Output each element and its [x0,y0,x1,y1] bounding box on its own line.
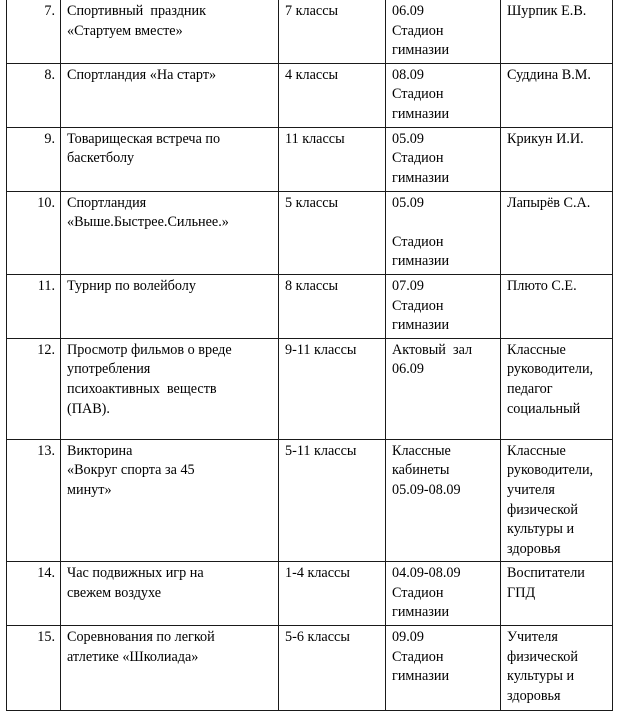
event-name-cell [61,0,279,63]
cell-line: 7. [44,3,55,19]
table-row [7,338,613,439]
grade-level-cell [279,63,386,127]
responsible-person-cell [501,439,613,562]
cell-line: социальный [507,400,581,417]
cell-line: Крикун И.И. [507,130,584,147]
cell-line: гимназии [392,253,450,270]
cell-line: 9-11 классы [285,341,357,358]
date-location-cell [386,127,501,191]
row-number-cell [7,274,61,338]
cell-line: Классные [507,442,566,459]
cell-line: употребления [67,361,151,378]
cell-line: Воспитатели [507,565,585,582]
cell-line: здоровья [507,687,561,704]
cell-line [392,213,495,233]
cell-line: Классные [507,341,566,358]
cell-line: 9. [44,130,55,147]
table-row [7,626,613,711]
date-location-cell [386,439,501,562]
event-name-cell [61,626,279,711]
cell-line: 4 классы [285,66,339,83]
grade-level-cell [279,338,386,439]
cell-line: «Стартуем вместе» [67,22,183,39]
cell-line: 15. [37,629,55,646]
cell-line: Суддина В.М. [507,66,591,83]
cell-line: Просмотр фильмов о вреде [67,341,232,358]
cell-line: Стадион [392,150,444,167]
grade-level-cell [279,626,386,711]
event-name-cell [61,338,279,439]
cell-line: 11 классы [285,130,345,147]
table-row [7,562,613,626]
cell-line: 5-11 классы [285,442,357,459]
cell-line: 8. [44,66,55,83]
cell-line: (ПАВ). [67,400,110,417]
responsible-person-cell [501,338,613,439]
cell-line: 07.09 [392,277,424,294]
responsible-person-cell [501,274,613,338]
cell-line: Стадион [392,86,444,103]
cell-line: 7 классы [285,3,339,19]
cell-line: руководители, [507,361,594,378]
cell-line: 10. [37,194,55,211]
cell-line: психоактивных веществ [67,380,217,397]
grade-level-cell [279,562,386,626]
cell-line: Спортландия [67,194,147,211]
cell-line: минут» [67,481,112,498]
cell-line: 06.09 [392,361,424,378]
cell-line: педагог [507,380,553,397]
row-number-cell [7,63,61,127]
date-location-cell [386,191,501,274]
cell-line: 5 классы [285,194,339,211]
row-number-cell [7,127,61,191]
cell-line: 8 классы [285,277,339,294]
event-name-cell [61,562,279,626]
cell-line: Шурпик Е.В. [507,3,587,19]
responsible-person-cell [501,0,613,63]
cell-line: Классные [392,442,451,459]
date-location-cell [386,338,501,439]
cell-line: Час подвижных игр на [67,565,204,582]
event-name-cell [61,127,279,191]
cell-line: учителя [507,481,555,498]
activities-table [6,0,613,711]
responsible-person-cell [501,63,613,127]
cell-line: ГПД [507,584,536,601]
cell-line: 05.09 [392,130,424,147]
cell-line: Викторина [67,442,133,459]
row-number-cell [7,439,61,562]
event-name-cell [61,63,279,127]
grade-level-cell [279,127,386,191]
cell-line: «Выше.Быстрее.Сильнее.» [67,214,229,231]
date-location-cell [386,0,501,63]
event-name-cell [61,439,279,562]
row-number-cell [7,191,61,274]
table-row [7,0,613,63]
table-row [7,439,613,562]
cell-line: Соревнования по легкой [67,629,215,646]
cell-line: Стадион [392,584,444,601]
row-number-cell [7,562,61,626]
responsible-person-cell [501,127,613,191]
cell-line: 1-4 классы [285,565,350,582]
date-location-cell [386,63,501,127]
date-location-cell [386,562,501,626]
grade-level-cell [279,191,386,274]
table-row [7,274,613,338]
cell-line: 08.09 [392,66,424,83]
cell-line: свежем воздухе [67,584,162,601]
cell-line: Стадион [392,297,444,314]
table-row [7,127,613,191]
cell-line: 14. [37,565,55,582]
cell-line: 05.09-08.09 [392,481,461,498]
cell-line: 06.09 [392,3,424,19]
table-row [7,191,613,274]
cell-line: Спортландия «На старт» [67,66,217,83]
cell-line: Товарищеская встреча по [67,130,221,147]
cell-line: гимназии [392,42,450,59]
cell-line: Спортивный праздник [67,3,206,19]
cell-line: Лапырёв С.А. [507,194,591,211]
responsible-person-cell [501,626,613,711]
cell-line: гимназии [392,105,450,122]
cell-line: гимназии [392,668,450,685]
event-name-cell [61,274,279,338]
cell-line: 12. [37,341,55,358]
cell-line: гимназии [392,169,450,186]
cell-line: 5-6 классы [285,629,350,646]
cell-line: 13. [37,442,55,459]
cell-line: кабинеты [392,462,450,479]
cell-line: Стадион [392,648,444,665]
cell-line: Стадион [392,22,444,39]
grade-level-cell [279,0,386,63]
date-location-cell [386,626,501,711]
cell-line: физической [507,648,578,665]
grade-level-cell [279,274,386,338]
cell-line: руководители, [507,462,594,479]
cell-line: гимназии [392,317,450,334]
cell-line: физической [507,501,578,518]
grade-level-cell [279,439,386,562]
responsible-person-cell [501,191,613,274]
table-row [7,63,613,127]
cell-line: гимназии [392,604,450,621]
cell-line: 05.09 [392,194,424,211]
cell-line: Стадион [392,233,444,250]
date-location-cell [386,274,501,338]
row-number-cell [7,626,61,711]
cell-line: «Вокруг спорта за 45 [67,462,195,479]
cell-line: 04.09-08.09 [392,565,461,582]
cell-line: культуры и [507,521,575,538]
row-number-cell [7,338,61,439]
event-name-cell [61,191,279,274]
cell-line: баскетболу [67,150,135,167]
row-number-cell [7,0,61,63]
cell-line: Учителя [507,629,558,646]
cell-line: 09.09 [392,629,424,646]
cell-line: здоровья [507,540,561,557]
cell-line: атлетике «Школиада» [67,648,199,665]
cell-line: Турнир по волейболу [67,277,196,294]
cell-line: Плюто С.Е. [507,277,577,294]
responsible-person-cell [501,562,613,626]
table-body [7,0,613,711]
cell-line: 11. [37,277,55,294]
cell-line: культуры и [507,668,575,685]
cell-line: Актовый зал [392,341,473,358]
